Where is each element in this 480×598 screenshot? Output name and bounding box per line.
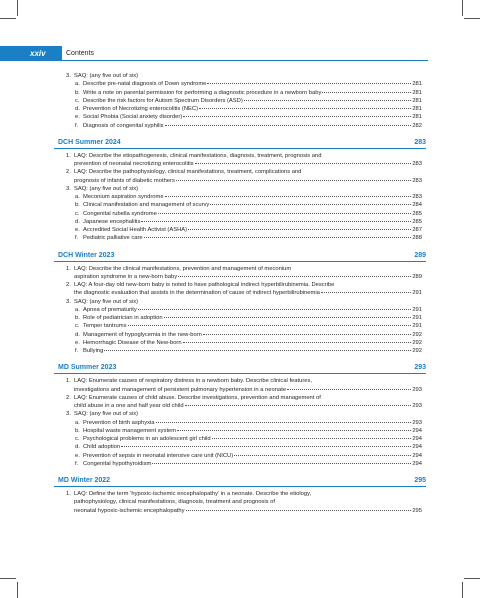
toc-item-continued[interactable] [58,498,422,506]
toc-subitem[interactable] [58,226,422,234]
item-text: LAQ: Describe the pathophysiology, clinical manifestations, treatment, complications and [74,169,302,176]
leader-dots [183,341,412,343]
item-page: 294 [412,460,422,467]
item-text: Apnea of prematurity [83,306,137,313]
toc-item[interactable] [58,490,422,498]
crop-mark [0,18,16,19]
item-number: a. [75,194,80,200]
item-number: c. [75,210,80,217]
item-number: d. [75,444,80,451]
item-text: Hospital waste management system [83,427,177,434]
item-page: 292 [412,331,422,338]
item-number: b. [75,89,80,96]
header-color-block [0,46,62,61]
section-page: 295 [414,477,426,484]
toc-subitem[interactable] [58,89,422,97]
item-text: LAQ: Describe the etiopathogenesis, clinical manifestations, diagnosis, treatment, prognosis and [74,152,322,159]
leader-dots [244,99,412,101]
item-text: Prevention of sepsis in neonatal intensive care unit (NICU) [83,452,234,459]
item-number: 2. [66,394,71,401]
toc-subitem[interactable] [58,97,422,105]
toc-subitem[interactable] [58,193,422,201]
toc-subitem[interactable] [58,452,422,460]
leader-dots [156,421,412,423]
item-page: 293 [412,403,422,409]
leader-dots [199,107,411,109]
item-page: 291 [412,323,422,330]
toc-subitem[interactable] [58,113,422,121]
item-text: SAQ: (any five out of six) [74,411,139,418]
section-page: 283 [414,138,426,146]
item-text: LAQ: A four-day old new-born baby is noted to have pathological indirect hyperbilirubinemia. Describe [74,282,335,288]
item-text: pathophysiology, clinical manifestations, diagnosis, treatment and prognosis of [74,499,275,506]
leader-dots [128,324,412,326]
section-rule [54,261,426,262]
item-text: investigations and management of persistent pulmonary hypertension in a neonate [74,386,287,393]
item-text: the diagnostic evaluation that assists in the determination of cause of indirect hyperbilirubinemia [74,290,320,297]
item-page: 284 [412,202,422,209]
item-text: neonatal hypoxic-ischemic encephalopathy [74,507,185,514]
item-number: a. [75,419,80,426]
toc-item [58,410,422,418]
leader-dots [178,275,411,277]
item-number: c. [75,436,80,442]
item-text: SAQ: (any five out of six) [74,298,139,305]
toc-item [58,72,422,80]
toc-subitem[interactable] [58,80,422,88]
leader-dots [195,162,412,164]
item-text: LAQ: Enumerate causes of child abuse. Describe investigations, prevention and management of [74,394,321,401]
toc-subitem[interactable] [58,314,422,322]
toc-subitem[interactable] [58,339,422,347]
toc-subitem[interactable] [58,427,422,435]
item-text: SAQ: (any five out of six) [74,185,139,192]
section-heading[interactable] [58,475,426,486]
crop-mark [462,0,463,16]
leader-dots [138,308,412,310]
item-text: LAQ: Describe the clinical manifestations, prevention and management of meconium [74,265,292,272]
toc-subitem[interactable] [58,331,422,339]
item-number: e. [75,114,80,121]
item-number: 3. [66,411,71,418]
leader-dots [321,291,411,293]
item-text: Meconium aspiration syndrome [83,194,164,200]
leader-dots [188,228,411,230]
item-text: LAQ: Enumerate causes of respiratory distress in a newborn baby. Describe clinical features, [74,378,312,385]
toc-section [58,362,426,468]
item-page: 281 [412,97,422,104]
toc-item-continued[interactable] [58,386,422,394]
toc-subitem[interactable] [58,419,422,427]
crop-mark [462,582,463,598]
item-text: Congenital hypothyroidism [83,460,152,467]
item-text: Child adoption [83,444,121,451]
item-number: b. [75,315,80,321]
item-number: a. [75,306,80,313]
leader-dots [183,115,411,117]
toc-item[interactable] [58,281,422,289]
item-text: Pediatric palliative care [83,235,143,242]
item-text: prognosis of infants of diabetic mothers [74,177,175,184]
toc-subitem[interactable] [58,234,422,242]
crop-mark [17,582,18,598]
toc-section [58,72,422,130]
section-title: DCH Summer 2024 [58,138,121,146]
item-page: 293 [412,386,422,393]
item-number: b. [75,427,80,434]
item-text: Prevention of Necrotizing enterocolitis (NEC) [83,106,199,112]
item-text: Clinical manifestation and management of scurvy [83,202,210,209]
crop-mark [464,18,480,19]
item-text: Temper tantrums [83,323,127,330]
item-text: Prevention of birth asphyxia [83,419,155,426]
item-number: 2. [66,169,71,176]
leader-dots [210,203,411,205]
item-page: 292 [412,339,422,346]
item-number: f. [75,235,79,242]
header-rule [62,60,428,61]
item-page: 281 [412,114,422,121]
item-page: 281 [412,89,422,96]
toc-subitem[interactable] [58,435,422,443]
item-page: 291 [412,306,422,313]
item-number: b. [75,202,80,209]
item-number: 1. [66,152,71,159]
section-title: DCH Winter 2023 [58,251,115,259]
item-number: d. [75,106,80,112]
toc-item[interactable] [58,377,422,385]
toc-item[interactable] [58,168,422,176]
item-page: 282 [412,122,422,129]
item-number: 2. [66,282,71,288]
item-number: e. [75,227,80,233]
toc-item[interactable] [58,152,422,160]
item-number: e. [75,452,80,459]
crop-mark [464,578,480,579]
item-text: aspiration syndrome in a new-born baby [74,273,178,280]
toc-subitem[interactable] [58,210,422,218]
item-page: 294 [412,452,422,459]
contents-list [58,72,426,515]
section-page: 293 [414,364,426,372]
toc-subitem[interactable] [58,105,422,113]
item-page: 285 [412,218,422,225]
section-rule [54,148,426,149]
item-text: Japanese encephalitis [83,218,141,225]
leader-dots [144,236,412,238]
item-number: 1. [66,491,71,497]
item-text: Social Phobia (Social anxiety disorder) [83,114,183,121]
leader-dots [234,454,411,456]
header-title: Contents [66,50,95,57]
item-text: Management of hypoglycemia in the new-born [83,331,202,338]
item-number: a. [75,81,80,88]
toc-subitem[interactable] [58,443,422,451]
item-number: c. [75,323,80,330]
leader-dots [165,124,412,126]
toc-item-continued[interactable] [58,273,422,281]
item-page: 288 [412,235,422,242]
leader-dots [186,509,412,511]
item-page: 295 [412,507,422,514]
toc-item[interactable] [58,394,422,402]
item-text: child abuse in a one and half year old child [74,403,184,409]
item-page: 293 [412,419,422,426]
item-page: 287 [412,227,422,233]
section-heading[interactable] [58,250,426,261]
item-number: 3. [66,73,71,79]
item-text: Write a note on parental permission for performing a diagnostic procedure in a newborn baby [83,89,322,96]
item-number: d. [75,218,80,225]
toc-item [58,298,422,306]
toc-subitem[interactable] [58,218,422,226]
toc-subitem[interactable] [58,347,422,355]
leader-dots [185,404,412,406]
toc-item-continued[interactable] [58,289,422,297]
item-number: f. [75,348,79,354]
toc-item[interactable] [58,265,422,273]
item-text: prevention of neonatal necrotizing enterocolitis [74,161,194,167]
section-page: 289 [414,251,426,259]
toc-subitem[interactable] [58,306,422,314]
item-text: SAQ: (any five out of six) [74,73,139,79]
leader-dots [165,195,412,197]
item-page: 292 [412,348,422,354]
leader-dots [141,220,411,222]
item-number: e. [75,339,80,346]
item-number: 3. [66,298,71,305]
section-heading[interactable] [58,137,426,148]
item-number: 1. [66,265,71,272]
section-title: MD Summer 2023 [58,364,117,372]
leader-dots [158,212,412,214]
toc-section [58,475,426,515]
item-number: f. [75,460,79,467]
item-text: Hemorrhagic Disease of the New-born [83,339,182,346]
leader-dots [104,349,411,351]
leader-dots [287,388,411,390]
section-title: MD Winter 2022 [58,477,111,484]
item-text: Diagnosis of congenital syphilis [83,122,164,129]
leader-dots [212,437,412,439]
item-page: 281 [412,81,422,88]
item-page: 294 [412,436,422,442]
section-rule [54,486,426,487]
toc-section [58,137,426,243]
crop-mark [17,0,18,16]
toc-item-continued[interactable] [58,402,422,410]
running-header [0,46,480,61]
item-text: Congenital rubella syndrome [83,210,157,217]
leader-dots [322,91,411,93]
item-page: 291 [412,290,422,297]
item-text: Role of pediatrician in adoption [83,315,163,321]
item-number: 1. [66,378,71,385]
section-heading[interactable] [58,362,426,373]
item-page: 291 [412,315,422,321]
crop-mark [0,578,16,579]
item-number: 3. [66,185,71,192]
leader-dots [203,333,411,335]
leader-dots [176,179,411,181]
leader-dots [152,462,411,464]
item-page: 289 [412,273,422,280]
item-page: 294 [412,427,422,434]
item-page: 283 [412,161,422,167]
toc-section [58,250,426,356]
toc-item-continued[interactable] [58,160,422,168]
leader-dots [177,429,411,431]
item-number: c. [75,97,80,104]
toc-item-continued[interactable] [58,177,422,185]
item-page: 285 [412,210,422,217]
item-number: f. [75,122,79,129]
page-number: xxiv [30,49,46,58]
leader-dots [207,82,411,84]
item-page: 283 [412,177,422,184]
toc-subitem[interactable] [58,460,422,468]
toc-subitem[interactable] [58,201,422,209]
item-text: Describe the risk factors for Autism Spectrum Disorders (ASD) [83,97,243,104]
toc-subitem[interactable] [58,322,422,330]
toc-subitem[interactable] [58,122,422,130]
item-text: Bullying [83,348,104,354]
item-text: Accredited Social Health Activist (ASHA) [83,227,188,233]
item-text: Psychological problems in an adolescent girl child [83,436,211,442]
item-text: LAQ: Define the term ‘hypoxic-ischemic encephalopathy’ in a neonate. Describe the etiology, [74,491,312,497]
item-page: 294 [412,444,422,451]
item-page: 283 [412,194,422,200]
section-rule [54,373,426,374]
item-number: d. [75,331,80,338]
toc-item-continued[interactable] [58,507,422,515]
item-text: Describe pre-natal diagnosis of Down syndrome [83,81,207,88]
leader-dots [164,316,412,318]
item-page: 281 [412,106,422,112]
toc-item [58,185,422,193]
leader-dots [121,445,411,447]
